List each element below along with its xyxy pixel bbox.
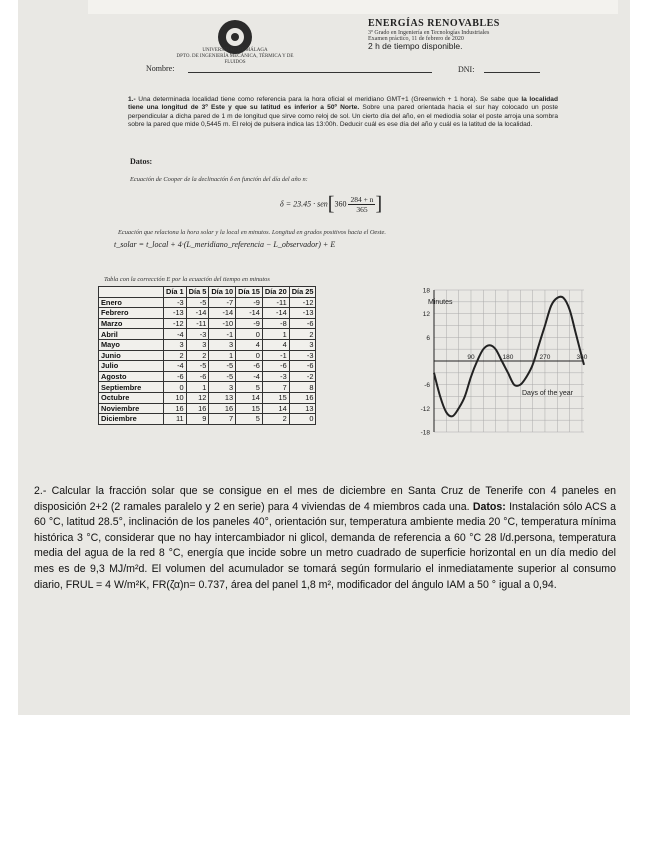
y-tick-label: 6 (426, 334, 430, 342)
value-cell: 2 (262, 414, 289, 425)
value-cell: 13 (209, 392, 236, 403)
value-cell: 15 (262, 392, 289, 403)
month-cell: Enero (99, 297, 164, 308)
month-cell: Julio (99, 361, 164, 372)
value-cell: 9 (186, 414, 209, 425)
value-cell: 16 (289, 392, 316, 403)
y-axis-label: Minutes (428, 299, 453, 306)
month-cell: Abril (99, 329, 164, 340)
table-row (99, 361, 316, 372)
value-cell: 3 (209, 339, 236, 350)
value-cell: 0 (236, 350, 263, 361)
y-tick-label: -6 (424, 382, 430, 390)
degree-line: 3º Grado en Ingeniería en Tecnologías Industriales (368, 30, 490, 36)
table-row (99, 339, 316, 350)
solar-time-equation: t_solar = t_local + 4·(L_meridiano_referencia − L_observador) + E (114, 240, 336, 249)
value-cell: 16 (164, 403, 187, 414)
name-line[interactable] (188, 72, 432, 73)
x-tick-label: 270 (539, 354, 551, 361)
time-available: 2 h de tiempo disponible. (368, 41, 463, 51)
value-cell: -10 (209, 318, 236, 329)
table-row (99, 308, 316, 319)
value-cell: 4 (262, 339, 289, 350)
value-cell: 3 (289, 339, 316, 350)
cooper-caption: Ecuación de Cooper de la declinación δ en función del día del año n: (130, 176, 308, 183)
value-cell: -14 (209, 308, 236, 319)
value-cell: -3 (262, 371, 289, 382)
problem-1-statement: 1.- Una determinada localidad tiene como referencia para la hora oficial el meridiano GMT+1 (Greenwich + 1 hora). Se sabe que la localidad tiene una longitud de 3º Este y que su latitud es inferior a 50º Norte. Sobre una pared orientada hacia el sur hay colocado un poste perpendicular a dicha pared de 1 m de longitud que sirve como reloj de sol. Un cierto día del año, en el mediodía solar el poste arroja una sombra sobre la pared que mide 0,5445 m. El reloj de pulsera indica las 13:00h. Deducir cuál es ese día del año y cuál es la latitud de la localidad. (128, 96, 558, 129)
value-cell: 3 (186, 339, 209, 350)
cooper-equation: δ = 23.45 · sen[360 $\frac{284 + n}{365}$ ] (280, 193, 383, 215)
value-cell: 7 (209, 414, 236, 425)
value-cell: 15 (236, 403, 263, 414)
month-cell: Mayo (99, 339, 164, 350)
month-cell: Octubre (99, 392, 164, 403)
value-cell: 0 (289, 414, 316, 425)
sheet-top-edge (88, 0, 618, 14)
month-cell: Septiembre (99, 382, 164, 393)
table-row (99, 318, 316, 329)
table-header: Día 15 (236, 287, 263, 298)
value-cell: -4 (236, 371, 263, 382)
value-cell: -5 (186, 297, 209, 308)
value-cell: -13 (164, 308, 187, 319)
value-cell: 2 (186, 350, 209, 361)
value-cell: 1 (262, 329, 289, 340)
value-cell: -14 (236, 308, 263, 319)
value-cell: -7 (209, 297, 236, 308)
month-cell: Marzo (99, 318, 164, 329)
month-cell: Diciembre (99, 414, 164, 425)
table-row (99, 403, 316, 414)
value-cell: 11 (164, 414, 187, 425)
x-axis-label: Days of the year (522, 390, 573, 397)
university-name: UNIVERSIDAD DE MÁLAGA DPTO. DE INGENIERÍA MECÁNICA, TÉRMICA Y DE FLUIDOS (176, 48, 294, 65)
value-cell: 5 (236, 414, 263, 425)
value-cell: 4 (236, 339, 263, 350)
value-cell: -3 (289, 350, 316, 361)
value-cell: 7 (262, 382, 289, 393)
value-cell: 13 (289, 403, 316, 414)
value-cell: 5 (236, 382, 263, 393)
value-cell: 16 (186, 403, 209, 414)
table-row (99, 329, 316, 340)
value-cell: -11 (186, 318, 209, 329)
correction-table (98, 286, 316, 425)
value-cell: 1 (186, 382, 209, 393)
value-cell: 3 (164, 339, 187, 350)
id-line[interactable] (484, 72, 540, 73)
value-cell: -13 (289, 308, 316, 319)
value-cell: -9 (236, 318, 263, 329)
value-cell: -2 (289, 371, 316, 382)
x-tick-label: 90 (467, 354, 475, 361)
course-title: ENERGÍAS RENOVABLES (368, 18, 500, 29)
value-cell: -4 (164, 329, 187, 340)
x-tick-label: 360 (576, 354, 588, 361)
value-cell: -6 (164, 371, 187, 382)
table-header: Día 25 (289, 287, 316, 298)
exam-date: Examen práctico, 11 de febrero de 2020 (368, 36, 464, 42)
value-cell: -12 (164, 318, 187, 329)
value-cell: -3 (186, 329, 209, 340)
value-cell: -5 (209, 361, 236, 372)
value-cell: 16 (209, 403, 236, 414)
table-row (99, 392, 316, 403)
value-cell: -11 (262, 297, 289, 308)
equation-of-time-chart (394, 282, 594, 442)
name-label: Nombre: (146, 64, 175, 73)
table-header: Día 1 (164, 287, 187, 298)
value-cell: -14 (262, 308, 289, 319)
value-cell: 0 (164, 382, 187, 393)
table-caption: Tabla con la corrección E por la ecuación del tiempo en minutos (104, 276, 270, 283)
value-cell: 14 (236, 392, 263, 403)
value-cell: -1 (262, 350, 289, 361)
value-cell: 0 (236, 329, 263, 340)
value-cell: 2 (164, 350, 187, 361)
month-cell: Febrero (99, 308, 164, 319)
value-cell: 2 (289, 329, 316, 340)
value-cell: -12 (289, 297, 316, 308)
table-row (99, 382, 316, 393)
value-cell: -14 (186, 308, 209, 319)
value-cell: 3 (209, 382, 236, 393)
value-cell: -4 (164, 361, 187, 372)
table-header: Día 5 (186, 287, 209, 298)
value-cell: -5 (186, 361, 209, 372)
value-cell: -6 (236, 361, 263, 372)
value-cell: 10 (164, 392, 187, 403)
table-row (99, 371, 316, 382)
value-cell: 12 (186, 392, 209, 403)
table-header (99, 287, 164, 298)
problem-2-statement: 2.- Calcular la fracción solar que se consigue en el mes de diciembre en Santa Cruz de Tenerife con 4 paneles en disposición 2+2 (2 ramales paralelo y 2 en serie) para 4 viviendas de 4 miembros cada una. Datos: Instalación sólo ACS a 60 °C, latitud 28.5°, inclinación de los paneles 40°, orientación sur, temperatura ambiente media 20 °C, temperatura mínima histórica 3 °C, considerar que no hay intercambiador ni glicol, demanda de referencia a 60 °C 28 l/d.persona, temperatura media del agua de la red 8 °C, energía que incide sobre un metro cuadrado de superficie horizontal en un día medio del mes es de 9,3 MJ/m²d. El volumen del acumulador se tomará según formulario el inmediatamente superior al consumo diario, FRUL = 4 W/m²K, FR(ζα)n= 0.737, área del panel 1,8 m², modificador del ángulo IAM a 50 ° igual a 0,94. (34, 485, 616, 591)
value-cell: -3 (164, 297, 187, 308)
solar-time-caption: Ecuación que relaciona la hora solar y la local en minutos. Longitud en grados positivos hacia el Oeste. (118, 229, 386, 236)
table-row (99, 414, 316, 425)
table-header: Día 20 (262, 287, 289, 298)
value-cell: -1 (209, 329, 236, 340)
y-tick-label: -18 (420, 429, 430, 437)
value-cell: -6 (186, 371, 209, 382)
datos-heading: Datos: (130, 157, 153, 166)
table-header-row (99, 287, 316, 298)
table-row (99, 350, 316, 361)
value-cell: -9 (236, 297, 263, 308)
value-cell: -6 (262, 361, 289, 372)
month-cell: Noviembre (99, 403, 164, 414)
y-tick-label: -12 (420, 405, 430, 413)
id-label: DNI: (458, 65, 475, 74)
y-tick-label: 12 (422, 311, 430, 319)
value-cell: -8 (262, 318, 289, 329)
value-cell: -6 (289, 318, 316, 329)
value-cell: 1 (209, 350, 236, 361)
x-tick-label: 180 (502, 354, 514, 361)
month-cell: Junio (99, 350, 164, 361)
table-row (99, 297, 316, 308)
table-header: Día 10 (209, 287, 236, 298)
value-cell: -6 (289, 361, 316, 372)
value-cell: -5 (209, 371, 236, 382)
y-tick-label: 18 (422, 287, 430, 295)
value-cell: 14 (262, 403, 289, 414)
value-cell: 8 (289, 382, 316, 393)
month-cell: Agosto (99, 371, 164, 382)
